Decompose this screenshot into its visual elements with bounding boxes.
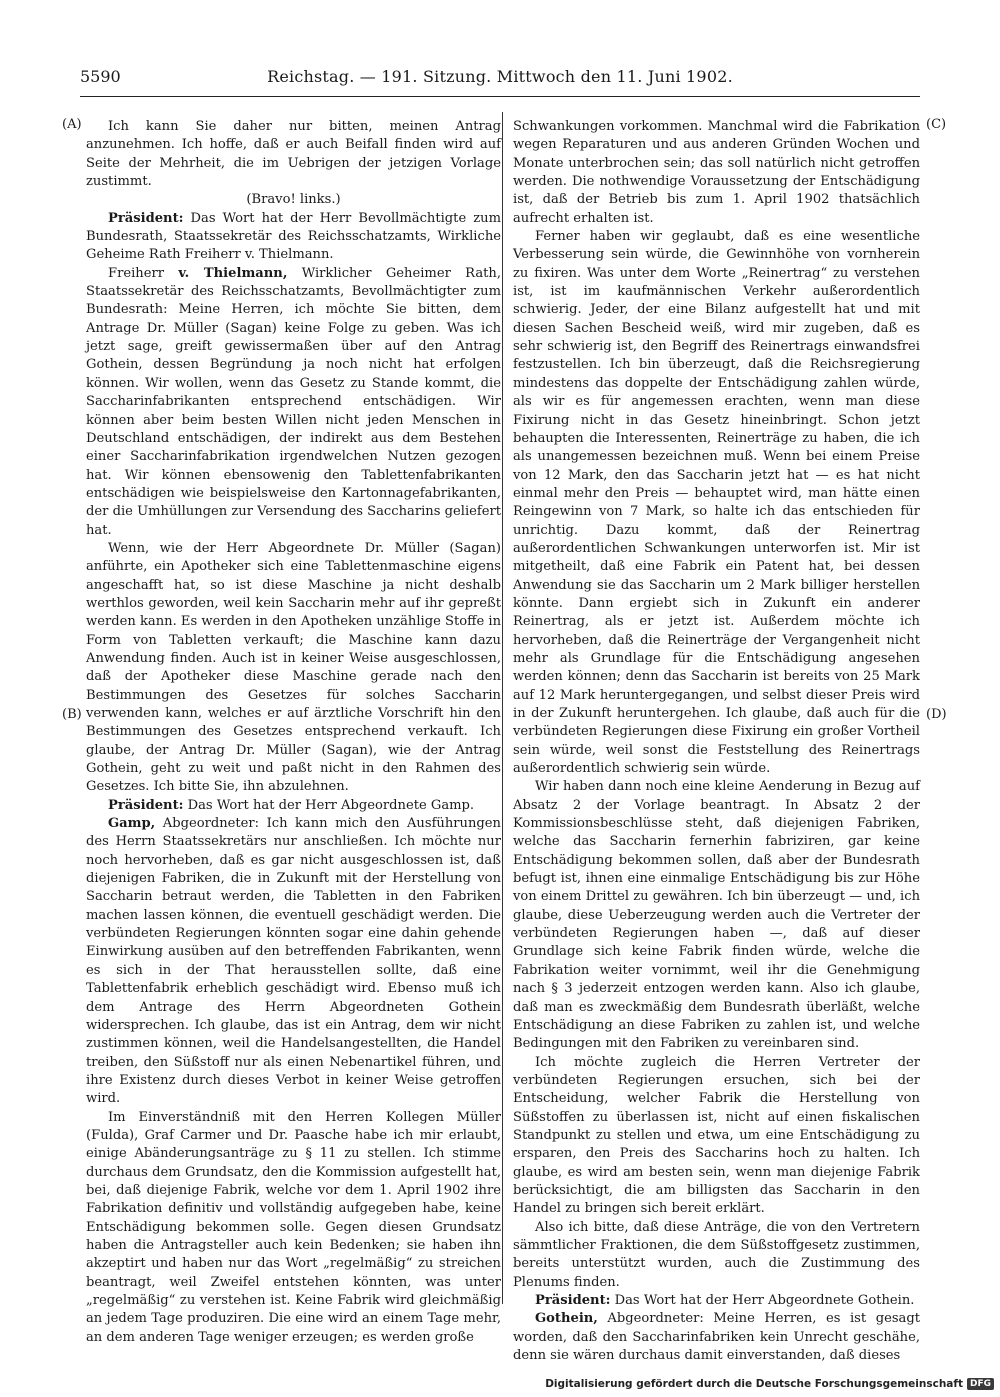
right-column — [513, 118, 920, 1365]
margin-marker-c: (C) — [926, 117, 947, 132]
margin-marker-a: (A) — [62, 117, 82, 132]
paragraph: Präsident: Das Wort hat der Herr Bevollmächtigte zum Bundesrath, Staatssekretär des Reichsschatzamts, Wirkliche Geheime Rath Freiherr v. Thielmann. — [86, 210, 501, 263]
paragraph: Schwankungen vorkommen. Manchmal wird die Fabrikation wegen Reparaturen und aus anderen Gründen Wochen und Monate unterbrochen sein; das soll natürlich nicht getroffen werden. Die nothwendige Voraussetzung der Entschädigung ist, daß der Betrieb bis zum 1. April 1902 thatsächlich aufrecht erhalten ist. — [513, 119, 920, 226]
speaker-name: Gothein, — [535, 1311, 598, 1327]
dfg-logo: DFG — [967, 1378, 994, 1390]
digitization-footer — [545, 1378, 994, 1390]
speaker-name: v. Thielmann, — [178, 265, 288, 281]
paragraph: Im Einverständniß mit den Herren Kollegen Müller (Fulda), Graf Carmer und Dr. Paasche habe ich mir erlaubt, einige Abänderungsanträge zu § 11 zu stellen. Ich stimme durchaus dem Grundsatz, den die Kommission aufgestellt hat, bei, daß diejenige Fabrik, welche vor dem 1. April 1902 ihre Fabrikation definitiv und vollständig aufgegeben habe, keine Entschädigung bekommen solle. Gegen diesen Grundsatz haben die Antragsteller auch kein Bedenken; sie haben ihn akzeptirt und haben nur das Wort „regelmäßig“ zu streichen beantragt, weil Zweifel entstehen könnten, was unter „regelmäßig“ zu verstehen ist. Keine Fabrik wird gleichmäßig an jedem Tage produziren. Die eine wird an einem Tage mehr, an dem anderen Tage weniger erzeugen; es werden große — [86, 1109, 501, 1345]
margin-marker-b: (B) — [62, 707, 82, 722]
paragraph: Gamp, Abgeordneter: Ich kann mich den Ausführungen des Herrn Staatssekretärs nur anschließen. Ich möchte nur noch hervorheben, daß es gar nicht ausgeschlossen ist, daß diejenigen Fabriken, die in Zukunft mit der Herstellung von Saccharin betraut werden, die Tabletten in den Fabriken machen lassen können, die eventuell geschädigt werden. Die verbündeten Regierungen könnten sogar eine dahin gehende Einwirkung ausüben auf den betreffenden Fabrikanten, wenn es sich in der That herausstellen sollte, daß eine Tablettenfabrik erheblich geschädigt wird. Ebenso muß ich dem Antrage des Herrn Abgeordneten Gothein widersprechen. Ich glaube, das ist ein Antrag, dem wir nicht zustimmen können, weil die Handelsangestellten, die Handel treiben, den Süßstoff nur als einen Nebenartikel führen, und ihre Existenz durch dieses Verbot in keiner Weise getroffen wird. — [86, 816, 501, 1107]
page-number: 5590 — [80, 67, 121, 86]
speaker-name: Präsident: — [108, 210, 184, 226]
running-title: Reichstag. — 191. Sitzung. Mittwoch den 11. Juni 1902. — [267, 67, 733, 86]
paragraph: Gothein, Abgeordneter: Meine Herren, es ist gesagt worden, daß den Saccharinfabriken kein Unrecht geschähe, denn sie wären durchaus damit einverstanden, daß dieses — [513, 1311, 920, 1364]
header-rule — [80, 96, 920, 97]
speaker-name: Präsident: — [108, 797, 184, 813]
left-column — [86, 118, 501, 1347]
paragraph: Also ich bitte, daß diese Anträge, die von den Vertretern sämmtlicher Fraktionen, die dem Süßstoffgesetz zustimmen, bereits unterstützt wurden, auch die Zustimmung des Plenums finden. — [513, 1219, 920, 1290]
paragraph: Ich möchte zugleich die Herren Vertreter der verbündeten Regierungen ersuchen, sich bei der Entscheidung, welcher Fabrik die Herstellung von Süßstoffen zu überlassen ist, nicht auf einen fiskalischen Standpunkt zu stellen und etwa, um eine Entschädigung zu ersparen, den Preis des Saccharins hoch zu halten. Ich glaube, es wird am besten sein, wenn man diejenige Fabrik berücksichtigt, die am billigsten das Saccharin in den Handel zu bringen sich bereit erklärt. — [513, 1054, 920, 1217]
column-divider — [502, 112, 503, 1304]
paragraph: Präsident: Das Wort hat der Herr Abgeordnete Gamp. — [108, 797, 475, 813]
paragraph: Ferner haben wir geglaubt, daß es eine wesentliche Verbesserung sein würde, die Gewinnhöhe von vornherein zu fixiren. Was unter dem Worte „Reinertrag“ zu verstehen ist, ist im kaufmännischen Verkehr außerordentlich schwierig. Jeder, der eine Bilanz aufgestellt hat und mit diesen Sachen Bescheid weiß, wird mir zugeben, daß es sehr schwierig ist, den Begriff des Reinertrags einwandsfrei festzustellen. Ich bin überzeugt, daß die Reichsregierung mindestens das doppelte der Entschädigung zahlen würde, als wir es für angemessen erachten, wenn man diese Fixirung nicht in das Gesetz hineinbringt. Schon jetzt behaupten die Interessenten, Reinerträge zu haben, die ich als unangemessen bezeichnen muß. Wenn bei einem Preise von 12 Mark, den das Saccharin jetzt hat — es hat nicht einmal mehr den Preis — behauptet wird, man hätte einen Reingewinn von 7 Mark, so halte ich das entschieden für unrichtig. Dazu kommt, daß der Reinertrag außerordentlichen Schwankungen unterworfen ist. Mir ist mitgetheilt, daß eine Fabrik ein Patent hat, bei dessen Anwendung sie das Saccharin um 2 Mark billiger herstellen könnte. Dann ergiebt sich in Zukunft ein anderer Reinertrag, als er jetzt ist. Außerdem möchte ich hervorheben, daß die Reinerträge der Vergangenheit nicht mehr als Grundlage für die Entschädigung angesehen werden können; denn das Saccharin ist bereits von 25 Mark auf 12 Mark heruntergegangen, und selbst dieser Preis wird in der Zukunft heruntergehen. Ich glaube, daß auch für die verbündeten Regierungen diese Fixirung ein großer Vortheil sein würde, weil sonst die Feststellung des Reinertrags außerordentlich schwierig sein würde. — [513, 229, 920, 777]
interjection: (Bravo! links.) — [246, 192, 341, 208]
margin-marker-d: (D) — [926, 707, 947, 722]
speaker-name: Gamp, — [108, 816, 156, 832]
footer-text: Digitalisierung gefördert durch die Deutsche Forschungsgemeinschaft — [545, 1378, 963, 1390]
paragraph: Wir haben dann noch eine kleine Aenderung in Bezug auf Absatz 2 der Vorlage beantragt. In Absatz 2 der Kommissionsbeschlüsse steht, daß diejenigen Fabriken, welche das Saccharin fernerhin fabriziren, gar keine Entschädigung bekommen sollen, daß aber der Bundesrath befugt ist, ihnen eine einmalige Entschädigung bis zur Höhe von einem Drittel zu gewähren. Ich bin überzeugt — und, ich glaube, diese Ueberzeugung werden auch die Vertreter der verbündeten Regierungen haben —, daß auf dieser Grundlage sich keine Fabrik finden würde, welche die Fabrikation weiter vornimmt, weil ihr die Genehmigung nach § 3 jederzeit entzogen werden kann. Also ich glaube, daß man es zweckmäßig dem Bundesrath überläßt, welche Entschädigung an diese Fabriken zu zahlen ist, und welche Bedingungen mit den Fabriken zu vereinbaren sind. — [513, 779, 920, 1052]
paragraph: Freiherr v. Thielmann, Wirklicher Geheimer Rath, Staatssekretär des Reichsschatzamts, Bevollmächtigter zum Bundesrath: Meine Herren, ich möchte Sie bitten, dem Antrage Dr. Müller (Sagan) keine Folge zu geben. Was ich jetzt sage, greift gewissermaßen über auf den Antrag Gothein, dessen Begründung ja noch nicht hat erfolgen können. Wir wollen, wenn das Gesetz zu Stande kommt, die Saccharinfabrikanten entsprechend entschädigen. Wir können aber beim besten Willen nicht jeden Menschen in Deutschland entschädigen, der indirekt aus dem Bestehen einer Saccharinfabrikation irgendwelchen Nutzen gezogen hat. Wir können ebensowenig den Tablettenfabrikanten entschädigen wie beispielsweise den Kartonnagefabrikanten, der die Umhüllungen zur Versendung des Saccharins geliefert hat. — [86, 265, 501, 538]
paragraph: Ich kann Sie daher nur bitten, meinen Antrag anzunehmen. Ich hoffe, daß er auch Beifall finden wird auf Seite der Mehrheit, die im Uebrigen der jetzigen Vorlage zustimmt. — [86, 119, 501, 190]
paragraph: Wenn, wie der Herr Abgeordnete Dr. Müller (Sagan) anführte, ein Apotheker sich eine Tablettenmaschine eigens angeschafft hat, so ist diese Maschine ja nicht deshalb werthlos geworden, weil kein Saccharin mehr auf ihr gepreßt werden kann. Es werden in den Apotheken unzählige Stoffe in Form von Tabletten verkauft; die Maschine kann dazu Anwendung finden. Auch ist in keiner Weise ausgeschlossen, daß der Apotheker diese Maschine gerade nach den Bestimmungen des Gesetzes für solches Saccharin verwenden kann, welches er auf ärztliche Vorschrift hin den Bestimmungen des Gesetzes entsprechend verkauft. Ich glaube, der Antrag Dr. Müller (Sagan), wie der Antrag Gothein, geht zu weit und paßt nicht in den Rahmen des Gesetzes. Ich bitte Sie, ihn abzulehnen. — [86, 540, 501, 795]
page-header — [80, 66, 920, 92]
speaker-name: Präsident: — [535, 1293, 611, 1308]
paragraph: Präsident: Das Wort hat der Herr Abgeordnete Gothein. — [535, 1293, 915, 1308]
